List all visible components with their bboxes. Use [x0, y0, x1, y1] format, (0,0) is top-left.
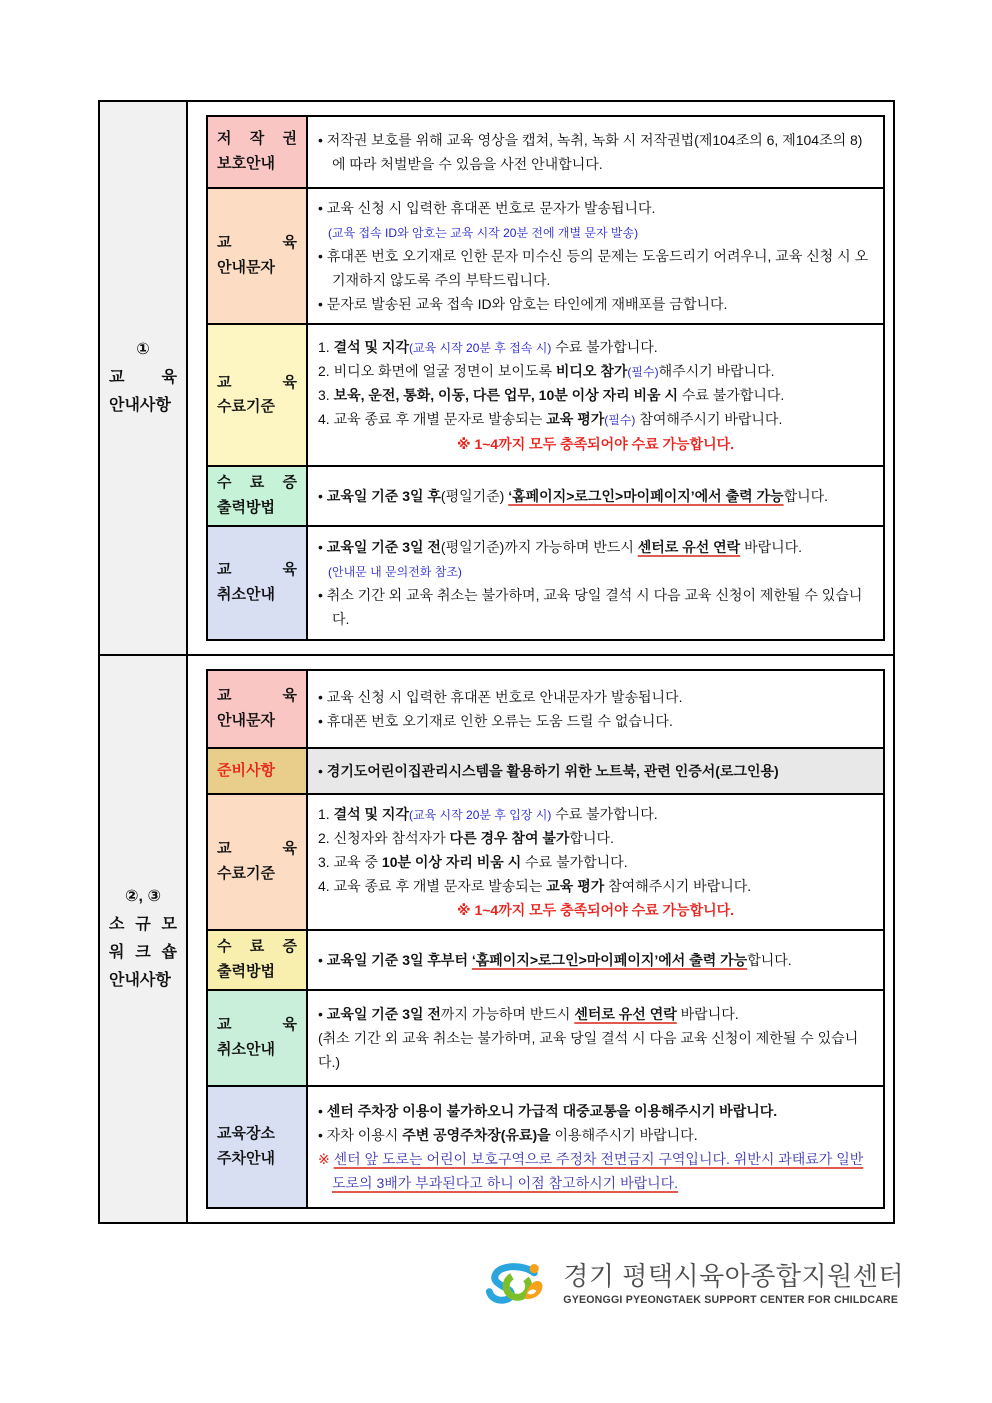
text-line — [318, 1147, 873, 1195]
row-header-line: 교 육 — [217, 234, 297, 252]
text-segment: • — [318, 1102, 327, 1119]
text-segment: 바랍니다. — [676, 1005, 739, 1022]
table-row — [208, 525, 883, 639]
row-header — [208, 189, 308, 323]
text-segment: 합니다. — [747, 951, 792, 968]
text-segment: 센터로 유선 연락 — [574, 1005, 677, 1022]
row-header-line: 수 료 증 — [217, 938, 297, 956]
text-segment: 2. 비디오 화면에 얼굴 정면이 보이도록 — [318, 363, 556, 380]
row-header — [208, 931, 308, 989]
text-line — [318, 244, 873, 292]
table-row — [208, 747, 883, 793]
text-line — [318, 948, 873, 972]
section-body — [188, 102, 893, 654]
text-line — [318, 1026, 873, 1074]
row-header-line: 교 육 — [217, 687, 297, 705]
center-logo-icon — [481, 1254, 551, 1314]
text-segment: • 문자로 발송된 교육 접속 ID와 암호는 타인에게 재배포를 금합니다. — [318, 296, 728, 313]
center-name-english: GYEONGGI PYEONGTAEK SUPPORT CENTER FOR CHILDCARE — [563, 1293, 899, 1306]
text-segment: • 휴대폰 번호 오기재로 인한 오류는 도움 드릴 수 없습니다. — [318, 712, 673, 729]
table-row — [208, 117, 883, 187]
text-segment: (교육 접속 ID와 암호는 교육 시작 20분 전에 개별 문자 발송) — [328, 226, 639, 241]
text-segment: • — [318, 488, 327, 505]
text-line — [318, 432, 873, 456]
text-segment: 센터 앞 도로는 어린이 보호구역으로 주정차 전면금지 구역입니다. 위반시 과태료가 일반도로의 3배가 부과된다고 하니 이점 참고하시기 바랍니다. — [332, 1150, 864, 1191]
row-content — [308, 467, 883, 525]
row-header — [208, 527, 308, 639]
text-line — [318, 559, 873, 583]
text-line — [318, 196, 873, 220]
row-header-line: 출력방법 — [217, 963, 275, 981]
text-segment: (평일기준) — [440, 488, 509, 505]
guide-table — [98, 100, 895, 1224]
text-segment: 수료 불가합니다. — [551, 339, 658, 356]
row-content — [308, 749, 883, 793]
text-segment: 교육일 기준 3일 전 — [326, 1005, 441, 1022]
text-line — [318, 802, 873, 826]
text-segment: 교육일 기준 3일 전 — [326, 538, 441, 555]
row-header-line: 교육장소 — [217, 1125, 275, 1143]
text-line — [318, 335, 873, 359]
text-segment: 참여해주시기 바랍니다. — [604, 878, 752, 895]
row-header-line: 보호안내 — [217, 155, 275, 172]
row-content — [308, 931, 883, 989]
text-segment: 센터 주차장 이용이 불가하오니 가급적 대중교통을 이용해주시기 바랍니다. — [326, 1102, 778, 1119]
inner-table — [206, 669, 885, 1209]
table-row — [208, 793, 883, 929]
row-header-line: 취소안내 — [217, 1040, 275, 1058]
text-line — [318, 709, 873, 733]
text-segment: 수료 불가합니다. — [551, 805, 658, 822]
text-line — [318, 898, 873, 922]
table-row — [208, 187, 883, 323]
text-segment: • 교육 신청 시 입력한 휴대폰 번호로 안내문자가 발송됩니다. — [318, 688, 683, 705]
text-line — [318, 685, 873, 709]
table-row — [208, 1085, 883, 1207]
row-content — [308, 795, 883, 929]
table-row — [208, 989, 883, 1085]
text-segment: • 교육 신청 시 입력한 휴대폰 번호로 문자가 발송됩니다. — [318, 200, 656, 216]
text-line — [318, 1123, 873, 1147]
table-row — [208, 671, 883, 747]
text-segment: (교육 시작 20분 후 입장 시) — [408, 807, 552, 822]
row-header — [208, 795, 308, 929]
text-line — [318, 826, 873, 850]
row-header — [208, 325, 308, 465]
text-segment: 교육일 기준 3일 후부터 — [326, 951, 468, 968]
row-header-line: 준비사항 — [217, 761, 275, 779]
row-header-line: 안내문자 — [217, 711, 275, 729]
row-content — [308, 991, 883, 1085]
text-line — [318, 484, 873, 508]
text-segment: 센터로 유선 연락 — [637, 538, 741, 555]
row-header — [208, 671, 308, 747]
side-label-line: 안내사항 — [109, 396, 171, 414]
text-segment: 교육 평가 — [546, 878, 605, 895]
text-segment: 까지 가능하며 반드시 — [440, 1005, 575, 1022]
row-header-line: 출력방법 — [217, 499, 275, 517]
text-segment: (취소 기간 외 교육 취소는 불가하며, 교육 당일 결석 시 다음 교육 신청이 제한될 수 있습니다.) — [318, 1029, 859, 1070]
text-segment: 비디오 참가 — [555, 363, 628, 380]
row-header-line: 교 육 — [217, 840, 297, 858]
text-segment: 교육일 기준 3일 후 — [326, 488, 441, 505]
text-line — [318, 220, 873, 244]
text-segment: 1. — [318, 805, 334, 822]
text-segment: 합니다. — [569, 829, 614, 846]
text-segment: 결석 및 지각 — [333, 339, 409, 356]
text-segment: • 휴대폰 번호 오기재로 인한 문자 미수신 등의 문제는 도움드리기 어려우니, 교육 신청 시 오기재하지 않도록 주의 부탁드립니다. — [318, 248, 869, 289]
text-line — [318, 359, 873, 383]
table-row — [208, 929, 883, 989]
section-2 — [100, 654, 893, 1222]
text-segment: 수료 불가합니다. — [521, 854, 628, 871]
text-segment: 교육 평가 — [546, 411, 605, 428]
text-segment: ‘홈페이지>로그인>마이페이지’에서 출력 가능 — [471, 951, 748, 968]
text-segment: ※ 1~4까지 모두 충족되어야 수료 가능합니다. — [456, 435, 735, 452]
text-segment: 합니다. — [783, 488, 829, 505]
text-segment: ‘홈페이지>로그인>마이페이지’에서 출력 가능 — [508, 488, 784, 505]
row-header-line: 수료기준 — [217, 398, 275, 416]
text-line — [318, 535, 873, 559]
row-header-line: 안내문자 — [217, 259, 275, 277]
row-header-line: 교 육 — [217, 1016, 297, 1034]
side-label-line: 소 규 모 — [109, 915, 177, 933]
side-label-line: 교 육 — [109, 368, 177, 386]
text-segment: 2. 신청자와 참석자가 — [318, 829, 450, 846]
side-label-line: ②, ③ — [125, 887, 161, 905]
row-header-line: 취소안내 — [217, 585, 275, 603]
section-side-label — [100, 102, 188, 654]
text-segment: 수료 불가합니다. — [677, 387, 785, 404]
text-segment: 3. 교육 중 — [318, 854, 382, 871]
section-1 — [100, 102, 893, 654]
text-segment: • — [318, 538, 327, 555]
text-segment: 참여해주시기 바랍니다. — [635, 411, 783, 428]
row-content — [308, 1087, 883, 1207]
text-segment: 10분 이상 자리 비움 시 — [381, 854, 522, 871]
text-segment: 주변 공영주차장(유료)을 — [402, 1126, 551, 1143]
text-segment: • 저작권 보호를 위해 교육 영상을 캡쳐, 녹취, 녹화 시 저작권법(제104조의 6, 제104조의 8)에 따라 처벌받을 수 있음을 사전 안내합니다. — [318, 131, 863, 172]
text-line — [318, 874, 873, 898]
side-label-line: 워 크 숍 — [109, 943, 177, 961]
text-segment: 결석 및 지각 — [333, 805, 409, 822]
row-header — [208, 991, 308, 1085]
text-line — [318, 759, 873, 783]
text-segment: • 취소 기간 외 교육 취소는 불가하며, 교육 당일 결석 시 다음 교육 신청이 제한될 수 있습니다. — [318, 586, 863, 627]
text-line — [318, 1099, 873, 1123]
row-header — [208, 467, 308, 525]
section-body — [188, 656, 893, 1222]
footer — [0, 1254, 992, 1314]
row-content — [308, 325, 883, 465]
text-segment: 4. 교육 종료 후 개별 문자로 발송되는 — [318, 411, 547, 428]
text-segment: • — [318, 951, 327, 968]
text-segment: (안내문 내 문의전화 참조) — [328, 564, 462, 579]
text-segment: 보육, 운전, 통화, 이동, 다른 업무, 10분 이상 자리 비움 시 — [333, 387, 678, 404]
text-line — [318, 1002, 873, 1026]
text-line — [318, 850, 873, 874]
section-side-label — [100, 656, 188, 1222]
row-header-line: 저 작 권 — [217, 130, 297, 148]
side-label-line: ① — [136, 340, 150, 358]
text-segment: (필수) — [604, 413, 636, 428]
row-header-line: 교 육 — [217, 561, 297, 579]
text-segment: ※ — [318, 1150, 334, 1167]
text-segment: 해주시기 바랍니다. — [658, 363, 775, 380]
text-segment: 경기도어린이집관리시스템을 활용하기 위한 노트북, 관련 인증서(로그인용) — [326, 762, 779, 779]
text-segment: (평일기준)까지 가능하며 반드시 — [440, 538, 638, 555]
text-line — [318, 128, 873, 176]
text-segment: (필수) — [627, 365, 659, 380]
text-segment: 4. 교육 종료 후 개별 문자로 발송되는 — [318, 878, 547, 895]
text-line — [318, 407, 873, 431]
center-name-korean: 경기 평택시육아종합지원센터 — [563, 1261, 904, 1292]
text-segment: 다른 경우 참여 불가 — [449, 829, 570, 846]
row-header — [208, 1087, 308, 1207]
text-segment: 1. — [318, 339, 334, 356]
inner-table — [206, 115, 885, 641]
text-line — [318, 292, 873, 316]
text-segment: • — [318, 1005, 327, 1022]
text-segment: ※ 1~4까지 모두 충족되어야 수료 가능합니다. — [456, 902, 735, 919]
row-header-line: 수 료 증 — [217, 474, 297, 492]
row-header-line: 교 육 — [217, 373, 297, 391]
center-name — [563, 1262, 904, 1306]
row-content — [308, 117, 883, 187]
row-header — [208, 117, 308, 187]
text-segment: 이용해주시기 바랍니다. — [550, 1126, 698, 1143]
row-content — [308, 527, 883, 639]
side-label-line: 안내사항 — [109, 971, 171, 989]
text-segment: • — [318, 762, 327, 779]
row-header-line: 주차안내 — [217, 1149, 275, 1167]
text-line — [318, 583, 873, 631]
row-content — [308, 671, 883, 747]
row-header-line: 수료기준 — [217, 865, 275, 883]
row-content — [308, 189, 883, 323]
text-segment: 바랍니다. — [740, 538, 803, 555]
table-row — [208, 323, 883, 465]
table-row — [208, 465, 883, 525]
text-line — [318, 383, 873, 407]
text-segment: • 자차 이용시 — [318, 1126, 403, 1143]
text-segment: 3. — [318, 387, 334, 404]
text-segment: (교육 시작 20분 후 접속 시) — [408, 341, 552, 356]
row-header — [208, 749, 308, 793]
